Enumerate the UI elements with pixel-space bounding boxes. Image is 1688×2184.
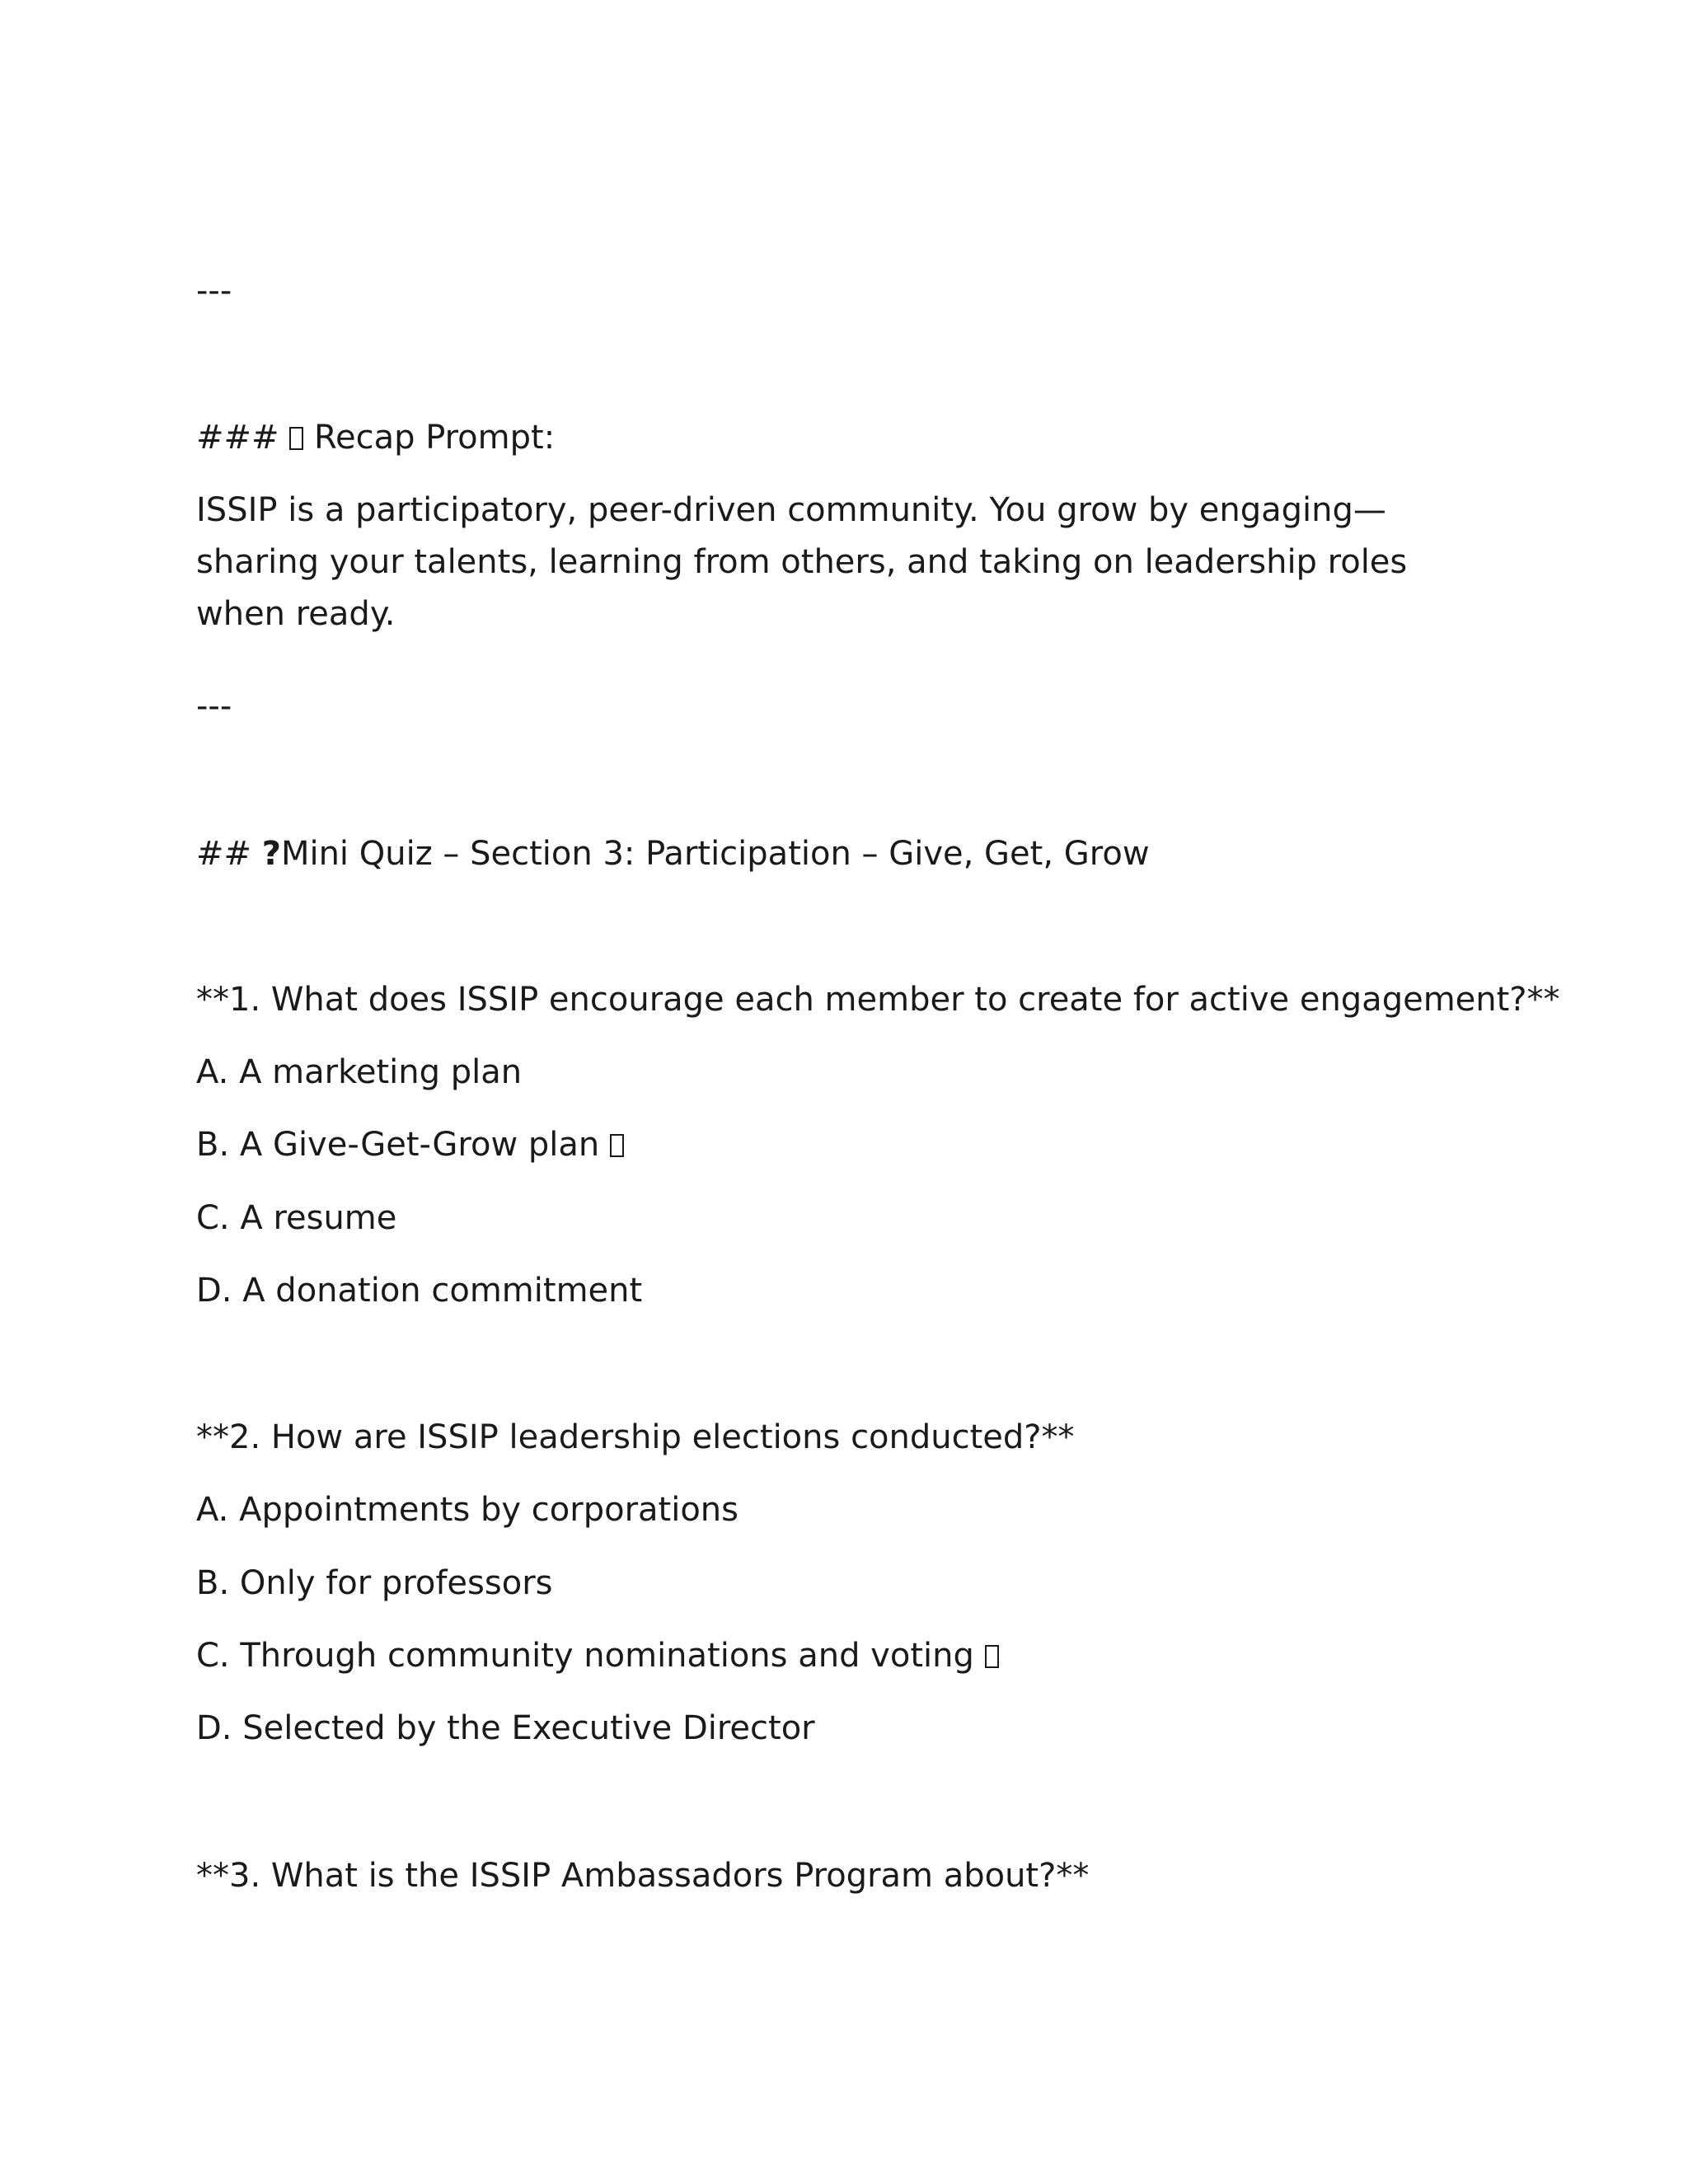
recap-heading-text: Recap Prompt: <box>313 419 556 457</box>
option-2b: B. Only for professors <box>196 1564 553 1602</box>
missing-glyph-icon <box>289 427 303 450</box>
quiz-heading-text: Mini Quiz – Section 3: Participation – Give, Get, Grow <box>280 835 1150 873</box>
recap-body: ISSIP is a participatory, peer-driven community. You grow by engaging—sharing your talents, learning from others, and taking on leadership roles when ready. <box>196 491 1408 633</box>
option-1b-text: B. A Give-Get-Grow plan <box>196 1126 600 1164</box>
option-2c-text: C. Through community nominations and voting <box>196 1637 974 1675</box>
option-2d: D. Selected by the Executive Director <box>196 1709 815 1747</box>
heading-prefix: ### <box>196 419 279 457</box>
option-2a: A. Appointments by corporations <box>196 1491 738 1529</box>
question-1: **1. What does ISSIP encourage each member to create for active engagement?** <box>196 981 1560 1019</box>
question-2: **2. How are ISSIP leadership elections conducted?** <box>196 1418 1075 1456</box>
option-1b <box>196 1119 624 1171</box>
heading-prefix: ## <box>196 835 252 873</box>
separator-line: --- <box>196 272 232 310</box>
option-1a: A. A marketing plan <box>196 1053 523 1091</box>
question-3: **3. What is the ISSIP Ambassadors Program about?** <box>196 1857 1090 1895</box>
option-2c <box>196 1630 999 1682</box>
quiz-heading <box>196 828 1150 880</box>
question-mark-icon: ? <box>261 835 281 873</box>
separator-line: --- <box>196 687 232 725</box>
recap-heading <box>196 412 555 464</box>
missing-glyph-icon <box>985 1645 999 1668</box>
option-1d: D. A donation commitment <box>196 1272 643 1310</box>
option-1c: C. A resume <box>196 1199 397 1237</box>
missing-glyph-icon <box>610 1134 624 1157</box>
